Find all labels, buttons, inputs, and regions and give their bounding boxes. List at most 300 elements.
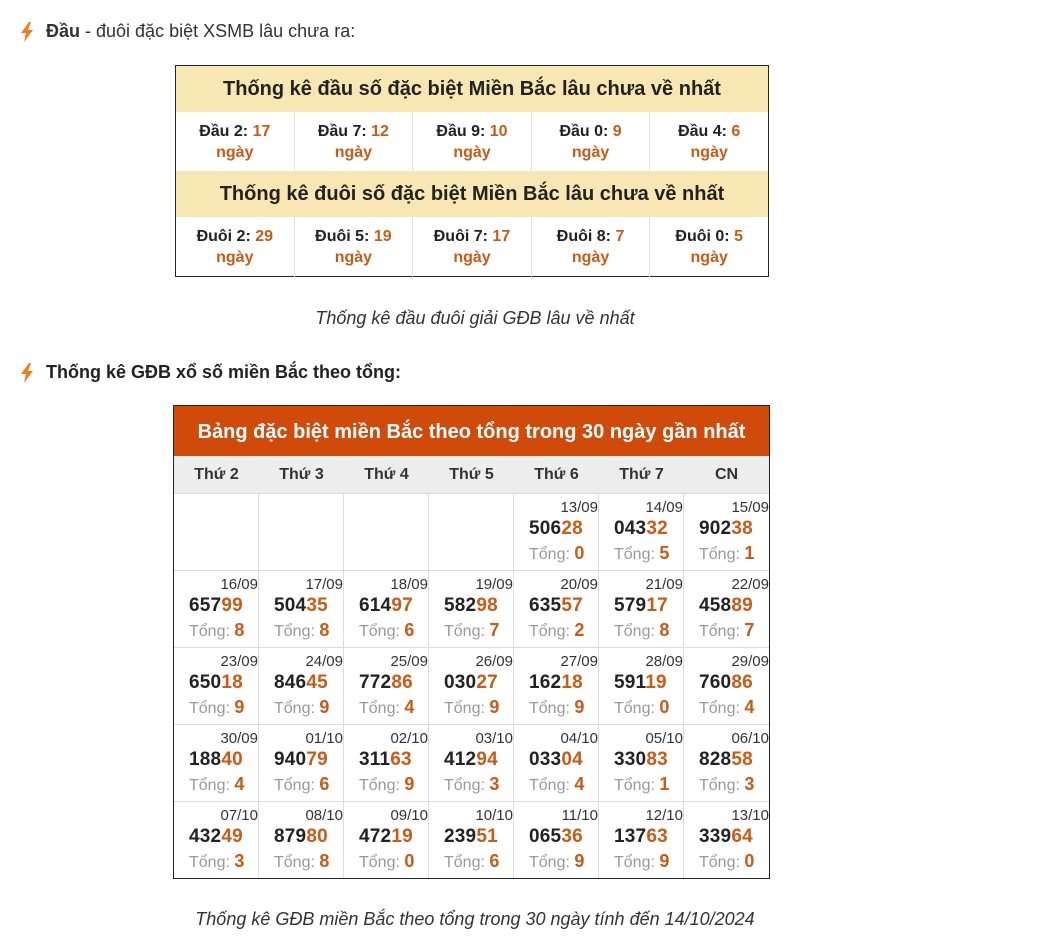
tong-value: 8	[319, 851, 330, 871]
cell-date: 06/10	[731, 730, 769, 747]
tong-line	[614, 620, 669, 641]
result-cell	[599, 570, 684, 647]
special-prize-number	[699, 518, 753, 540]
tong-label: Tổng:	[189, 854, 235, 871]
dau-value: 9	[612, 122, 622, 140]
number-head: 030	[444, 672, 477, 693]
dau-cell	[413, 112, 532, 171]
number-head: 760	[699, 672, 732, 693]
cell-date: 30/09	[220, 730, 258, 747]
tong-line	[274, 697, 329, 718]
tong-value: 8	[319, 620, 330, 640]
cell-date: 20/09	[560, 576, 598, 593]
tong-value: 9	[574, 851, 585, 871]
tong-value: 9	[319, 697, 330, 717]
special-prize-number	[444, 749, 498, 771]
special-prize-number	[529, 826, 583, 848]
duoi-value: 19	[373, 227, 392, 245]
tong-value: 9	[659, 851, 670, 871]
number-tail: 04	[561, 749, 583, 770]
tong-line	[189, 620, 244, 641]
tong-line	[699, 620, 754, 641]
weekday-label: Thứ 4	[364, 466, 409, 483]
number-head: 902	[699, 518, 732, 539]
dau-value: 6	[731, 122, 741, 140]
tong-value: 0	[744, 851, 755, 871]
number-tail: 36	[561, 826, 583, 847]
tong-label: Tổng:	[529, 700, 575, 717]
tong-line	[614, 543, 669, 564]
duoi-cell	[650, 217, 769, 277]
result-cell	[344, 724, 429, 801]
cell-date: 19/09	[475, 576, 513, 593]
duoi-label: Đuôi 2:	[196, 227, 256, 245]
special-prize-number	[614, 749, 668, 771]
section-heading-dau-duoi	[20, 21, 355, 42]
number-head: 579	[614, 595, 647, 616]
number-tail: 63	[646, 826, 668, 847]
tong-line	[699, 851, 754, 872]
number-head: 458	[699, 595, 732, 616]
special-prize-number	[189, 595, 243, 617]
tong-label: Tổng:	[274, 777, 320, 794]
number-head: 162	[529, 672, 562, 693]
cell-date: 24/09	[305, 653, 343, 670]
tong-value: 7	[489, 620, 500, 640]
special-prize-number	[699, 749, 753, 771]
tong-line	[529, 851, 584, 872]
number-head: 506	[529, 518, 562, 539]
tong-line	[614, 851, 669, 872]
tong-label: Tổng:	[699, 777, 745, 794]
dau-value: 12	[371, 122, 389, 140]
number-head: 650	[189, 672, 222, 693]
number-tail: 45	[306, 672, 328, 693]
tong-line	[359, 697, 414, 718]
special-prize-number	[189, 672, 243, 694]
tong-line	[359, 851, 414, 872]
number-tail: 32	[646, 518, 668, 539]
tong-line	[699, 543, 754, 564]
special-prize-number	[699, 672, 753, 694]
number-tail: 19	[391, 826, 413, 847]
number-tail: 58	[731, 749, 753, 770]
tong-line	[699, 774, 754, 795]
special-prize-number	[444, 826, 498, 848]
tong-label: Tổng:	[529, 623, 575, 640]
number-tail: 17	[646, 595, 668, 616]
tong-value: 4	[744, 697, 755, 717]
tong-label: Tổng:	[614, 777, 660, 794]
dau-cell	[650, 112, 769, 171]
cell-date: 22/09	[731, 576, 769, 593]
number-head: 330	[614, 749, 647, 770]
result-cell	[429, 570, 514, 647]
number-head: 188	[189, 749, 222, 770]
result-cell	[684, 724, 769, 801]
number-head: 940	[274, 749, 307, 770]
heading-text: Thống kê GĐB xổ số miền Bắc theo tổng:	[46, 362, 402, 382]
special-prize-number	[614, 826, 668, 848]
result-cell	[429, 724, 514, 801]
special-prize-number	[614, 595, 668, 617]
result-cell	[259, 570, 344, 647]
number-tail: 35	[306, 595, 328, 616]
special-prize-number	[359, 595, 413, 617]
number-tail: 57	[561, 595, 583, 616]
cell-date: 10/10	[475, 807, 513, 824]
tong-line	[359, 620, 414, 641]
number-head: 472	[359, 826, 392, 847]
special-prize-number	[359, 672, 413, 694]
tong-value: 9	[234, 697, 245, 717]
special-prize-number	[444, 595, 498, 617]
special-prize-number	[529, 672, 583, 694]
duoi-label: Đuôi 0:	[675, 227, 735, 245]
tong-label: Tổng:	[359, 777, 405, 794]
tong-line	[444, 697, 499, 718]
number-head: 339	[699, 826, 732, 847]
heading-rest: - đuôi đặc biệt XSMB lâu chưa ra:	[80, 21, 356, 41]
tong-line	[274, 620, 329, 641]
tong-label: Tổng:	[274, 700, 320, 717]
tong-label: Tổng:	[699, 854, 745, 871]
dau-label: Đầu 4:	[678, 122, 732, 140]
lightning-bolt-icon	[20, 22, 34, 42]
dau-duoi-table	[175, 65, 769, 277]
tong-grid	[174, 493, 769, 878]
tong-label: Tổng:	[614, 623, 660, 640]
number-head: 582	[444, 595, 477, 616]
duoi-cell	[176, 217, 295, 277]
tong-label: Tổng:	[614, 700, 660, 717]
tong-line	[189, 774, 244, 795]
number-head: 137	[614, 826, 647, 847]
tong-value: 4	[404, 697, 415, 717]
cell-date: 17/09	[305, 576, 343, 593]
number-tail: 83	[646, 749, 668, 770]
result-cell	[514, 570, 599, 647]
cell-date: 21/09	[645, 576, 683, 593]
number-tail: 64	[731, 826, 753, 847]
special-prize-number	[189, 749, 243, 771]
result-cell	[344, 801, 429, 878]
number-tail: 79	[306, 749, 328, 770]
cell-date: 23/09	[220, 653, 258, 670]
weekday-label: Thứ 7	[619, 466, 664, 483]
tong-line	[189, 851, 244, 872]
duoi-unit: ngày	[453, 248, 491, 266]
result-cell	[259, 801, 344, 878]
empty-cell	[429, 493, 514, 570]
result-cell	[429, 647, 514, 724]
number-tail: 63	[390, 749, 412, 770]
result-cell	[344, 647, 429, 724]
result-cell	[684, 570, 769, 647]
tong-label: Tổng:	[189, 623, 235, 640]
dau-cell	[531, 112, 650, 171]
number-tail: 18	[561, 672, 583, 693]
number-head: 065	[529, 826, 562, 847]
number-tail: 98	[476, 595, 498, 616]
weekday-label: Thứ 6	[534, 466, 579, 483]
special-prize-number	[529, 749, 583, 771]
result-cell	[599, 801, 684, 878]
tong-value: 9	[489, 697, 500, 717]
number-head: 772	[359, 672, 392, 693]
result-cell	[174, 647, 259, 724]
weekday-label: Thứ 3	[279, 466, 324, 483]
tong-line	[189, 697, 244, 718]
duoi-unit: ngày	[690, 248, 728, 266]
tong-value: 5	[659, 543, 670, 563]
cell-date: 28/09	[645, 653, 683, 670]
number-tail: 18	[221, 672, 243, 693]
number-tail: 40	[221, 749, 243, 770]
tong-value: 4	[234, 774, 245, 794]
tong-label: Tổng:	[359, 854, 405, 871]
special-prize-number	[529, 595, 583, 617]
caption-tong: Thống kê GĐB miền Bắc theo tổng trong 30 ngày tính đến 14/10/2024	[195, 909, 755, 929]
dau-label: Đầu 2:	[199, 122, 253, 140]
special-prize-number	[614, 672, 667, 694]
special-prize-number	[614, 518, 668, 540]
dau-label: Đầu 7:	[317, 122, 372, 140]
dau-value: 10	[489, 122, 508, 140]
result-cell	[174, 724, 259, 801]
cell-date: 26/09	[475, 653, 513, 670]
special-prize-number	[274, 826, 328, 848]
weekday-header	[174, 456, 769, 493]
tong-line	[274, 774, 329, 795]
result-cell	[429, 801, 514, 878]
number-tail: 38	[731, 518, 753, 539]
tong-line	[614, 697, 669, 718]
number-head: 043	[614, 518, 647, 539]
duoi-cell	[413, 217, 532, 277]
result-cell	[259, 647, 344, 724]
number-tail: 80	[306, 826, 328, 847]
weekday-label: Thứ 5	[449, 466, 494, 483]
duoi-cell	[294, 217, 413, 277]
tong-label: Tổng:	[444, 700, 490, 717]
tong-value: 0	[659, 697, 670, 717]
number-head: 635	[529, 595, 562, 616]
tong-label: Tổng:	[444, 854, 490, 871]
tong-label: Tổng:	[529, 546, 575, 563]
number-head: 412	[444, 749, 477, 770]
number-tail: 51	[476, 826, 498, 847]
tong-value: 8	[234, 620, 245, 640]
dau-cell	[176, 112, 295, 171]
result-cell	[599, 724, 684, 801]
dau-unit: ngày	[453, 143, 491, 161]
heading-text	[46, 21, 355, 42]
tong-value: 3	[234, 851, 245, 871]
number-head: 591	[614, 672, 646, 693]
tong-label: Tổng:	[359, 623, 405, 640]
result-cell	[514, 647, 599, 724]
number-head: 311	[359, 749, 391, 770]
special-prize-number	[274, 749, 328, 771]
tong-label: Tổng:	[359, 700, 405, 717]
result-cell	[599, 647, 684, 724]
result-cell	[259, 724, 344, 801]
number-head: 846	[274, 672, 307, 693]
tong-label: Tổng:	[274, 854, 320, 871]
weekday-label: CN	[714, 466, 739, 483]
number-head: 879	[274, 826, 307, 847]
tong-table	[173, 405, 770, 879]
dau-unit: ngày	[690, 143, 728, 161]
duoi-value: 5	[734, 227, 743, 245]
special-prize-number	[529, 518, 583, 540]
tong-label: Tổng:	[444, 777, 490, 794]
tong-label: Tổng:	[189, 700, 235, 717]
tong-label: Tổng:	[444, 623, 490, 640]
cell-date: 09/10	[390, 807, 428, 824]
cell-date: 12/10	[645, 807, 683, 824]
cell-date: 15/09	[731, 499, 769, 516]
tong-value: 7	[744, 620, 755, 640]
tong-value: 3	[489, 774, 500, 794]
cell-date: 03/10	[475, 730, 513, 747]
cell-date: 25/09	[390, 653, 428, 670]
tong-value: 0	[574, 543, 585, 563]
duoi-unit: ngày	[571, 248, 610, 266]
number-tail: 86	[731, 672, 753, 693]
tong-line	[444, 774, 499, 795]
empty-cell	[174, 493, 259, 570]
dau-unit: ngày	[571, 143, 610, 161]
cell-date: 27/09	[560, 653, 598, 670]
tong-value: 3	[744, 774, 755, 794]
duoi-cell	[531, 217, 650, 277]
tong-value: 0	[404, 851, 415, 871]
number-tail: 27	[476, 672, 498, 693]
number-head: 033	[529, 749, 562, 770]
tong-line	[274, 851, 329, 872]
number-tail: 94	[476, 749, 498, 770]
cell-date: 08/10	[305, 807, 343, 824]
duoi-unit: ngày	[216, 248, 254, 266]
cell-date: 13/10	[731, 807, 769, 824]
special-prize-number	[274, 672, 328, 694]
result-cell	[514, 724, 599, 801]
cell-date: 14/09	[645, 499, 683, 516]
tong-value: 4	[574, 774, 585, 794]
tong-label: Tổng:	[274, 623, 320, 640]
cell-date: 04/10	[560, 730, 598, 747]
dau-value: 17	[252, 122, 271, 140]
duoi-value: 7	[615, 227, 625, 245]
cell-date: 29/09	[731, 653, 769, 670]
weekday-label: Thứ 2	[194, 466, 239, 483]
tong-label: Tổng:	[529, 777, 575, 794]
tong-line	[529, 697, 584, 718]
number-head: 432	[189, 826, 222, 847]
result-cell	[684, 493, 769, 570]
dau-unit: ngày	[334, 143, 373, 161]
cell-date: 05/10	[645, 730, 683, 747]
tong-line	[444, 620, 499, 641]
duoi-table-title: Thống kê đuôi số đặc biệt Miền Bắc lâu chưa về nhất	[176, 171, 769, 217]
tong-value: 9	[404, 774, 415, 794]
tong-label: Tổng:	[614, 854, 660, 871]
special-prize-number	[189, 826, 243, 848]
number-head: 614	[359, 595, 392, 616]
result-cell	[599, 493, 684, 570]
tong-value: 8	[659, 620, 670, 640]
tong-value: 6	[489, 851, 500, 871]
special-prize-number	[274, 595, 328, 617]
result-cell	[174, 801, 259, 878]
dau-label: Đầu 9:	[436, 122, 490, 140]
caption-dau-duoi: Thống kê đầu đuôi giải GĐB lâu về nhất	[315, 308, 635, 328]
cell-date: 13/09	[560, 499, 598, 516]
tong-value: 2	[574, 620, 585, 640]
dau-label: Đầu 0:	[559, 122, 613, 140]
special-prize-number	[444, 672, 498, 694]
number-tail: 19	[645, 672, 667, 693]
heading-bold-word: Đầu	[46, 21, 81, 41]
cell-date: 11/10	[561, 807, 598, 824]
tong-label: Tổng:	[699, 700, 745, 717]
number-head: 828	[699, 749, 732, 770]
special-prize-number	[359, 749, 412, 771]
cell-date: 02/10	[390, 730, 428, 747]
number-head: 657	[189, 595, 222, 616]
number-head: 504	[274, 595, 307, 616]
special-prize-number	[699, 826, 753, 848]
lightning-bolt-icon	[20, 363, 34, 383]
tong-line	[529, 543, 584, 564]
section-heading-tong	[20, 362, 401, 383]
cell-date: 16/09	[220, 576, 258, 593]
duoi-label: Đuôi 5:	[315, 227, 374, 245]
number-tail: 89	[731, 595, 753, 616]
cell-date: 01/10	[305, 730, 343, 747]
tong-value: 6	[319, 774, 330, 794]
empty-cell	[344, 493, 429, 570]
tong-label: Tổng:	[529, 854, 575, 871]
duoi-value: 17	[492, 227, 511, 245]
cell-date: 18/09	[390, 576, 428, 593]
tong-table-title: Bảng đặc biệt miền Bắc theo tổng trong 30 ngày gần nhất	[174, 406, 769, 456]
tong-line	[614, 774, 669, 795]
duoi-label: Đuôi 8:	[556, 227, 616, 245]
cell-date: 07/10	[220, 807, 258, 824]
number-tail: 28	[561, 518, 583, 539]
tong-line	[699, 697, 754, 718]
dau-unit: ngày	[216, 143, 254, 161]
number-tail: 99	[221, 595, 243, 616]
empty-cell	[259, 493, 344, 570]
duoi-label: Đuôi 7:	[433, 227, 493, 245]
tong-label: Tổng:	[699, 623, 745, 640]
number-tail: 97	[391, 595, 413, 616]
dau-cell	[294, 112, 413, 171]
result-cell	[514, 493, 599, 570]
tong-line	[529, 620, 584, 641]
tong-value: 1	[744, 543, 755, 563]
tong-line	[359, 774, 414, 795]
result-cell	[174, 570, 259, 647]
tong-label: Tổng:	[189, 777, 235, 794]
result-cell	[684, 801, 769, 878]
result-cell	[514, 801, 599, 878]
result-cell	[344, 570, 429, 647]
